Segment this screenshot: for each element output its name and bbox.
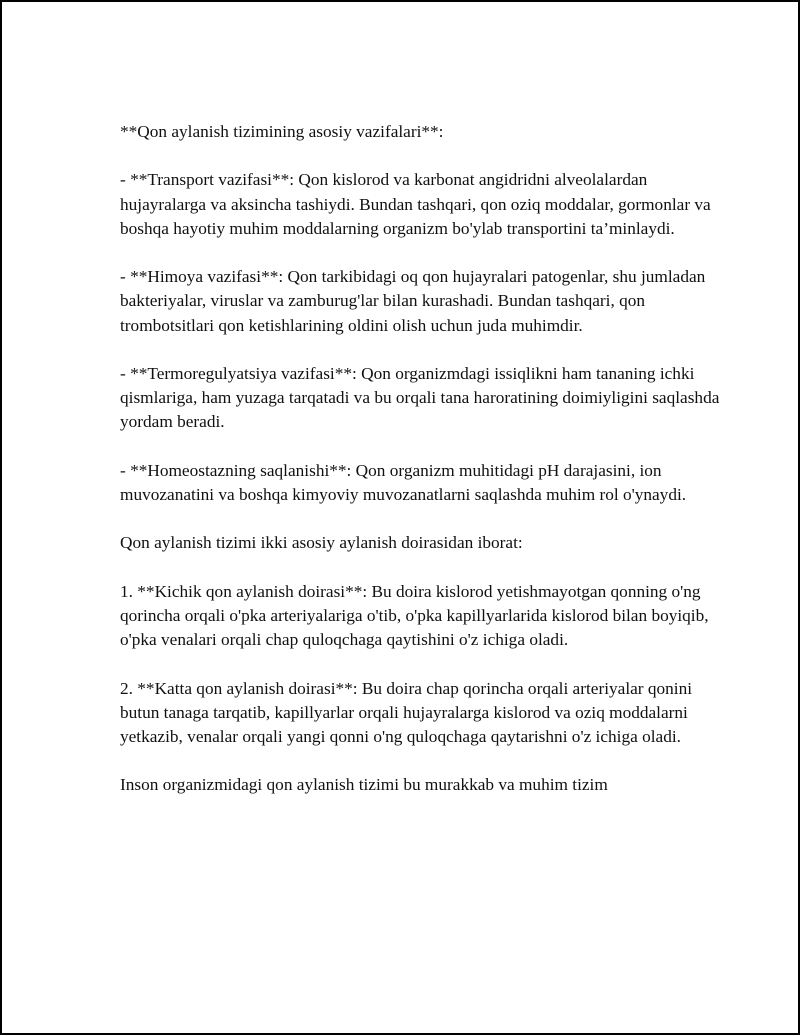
paragraph-intro-doiralar: Qon aylanish tizimi ikki asosiy aylanish doirasidan iborat: bbox=[120, 533, 523, 553]
document-body bbox=[120, 120, 720, 822]
paragraph-termoregulyatsiya: - **Termoregulyatsiya vazifasi**: Qon organizmdagi issiqlikni ham tananing ichki qismlariga, ham yuzaga tarqatadi va bu orqali tana haroratining doimiyligini saqlashda yordam beradi. bbox=[120, 363, 720, 432]
paragraph-katta-doira: 2. **Katta qon aylanish doirasi**: Bu doira chap qorincha orqali arteriyalar qonini butun tanaga tarqatib, kapillyarlar orqali hujayralarga kislorod va oziq moddalarni yetkazib, venalar orqali yangi qonni o'ng quloqchaga qaytarishni o'z ichiga oladi. bbox=[120, 678, 693, 746]
paragraph-kichik-doira: 1. **Kichik qon aylanish doirasi**: Bu doira kislorod yetishmayotgan qonning o'ng qorincha orqali o'pka arteriyalariga o'tib, o'pka kapillyarlarida kislorod bilan boyiqib, o'pka venalari orqali chap quloqchaga qaytishini o'z ichiga oladi. bbox=[120, 581, 709, 650]
paragraph-closing: Inson organizmidagi qon aylanish tizimi bu murakkab va muhim tizim bbox=[120, 775, 608, 795]
paragraph-homeostaz: - **Homeostazning saqlanishi**: Qon organizm muhitidagi pH darajasini, ion muvozanatini va boshqa kimyoviy muvozanatlarni saqlashda muhim rol o'ynaydi. bbox=[120, 460, 687, 504]
document-heading: **Qon aylanish tizimining asosiy vazifalari**: bbox=[120, 122, 444, 141]
paragraph-transport: - **Transport vazifasi**: Qon kislorod va karbonat angidridni alveolalardan hujayralarga va aksincha tashiydi. Bundan tashqari, qon oziq moddalar, gormonlar va boshqa hayotiy muhim moddalarning organizm bo'ylab transportini ta’minlaydi. bbox=[120, 170, 711, 238]
paragraph-himoya: - **Himoya vazifasi**: Qon tarkibidagi oq qon hujayralari patogenlar, shu jumladan bakteriyalar, viruslar va zamburug'lar bilan kurashadi. Bundan tashqari, qon trombotsitlari qon ketishlarining oldini olish uchun juda muhimdir. bbox=[120, 267, 706, 335]
